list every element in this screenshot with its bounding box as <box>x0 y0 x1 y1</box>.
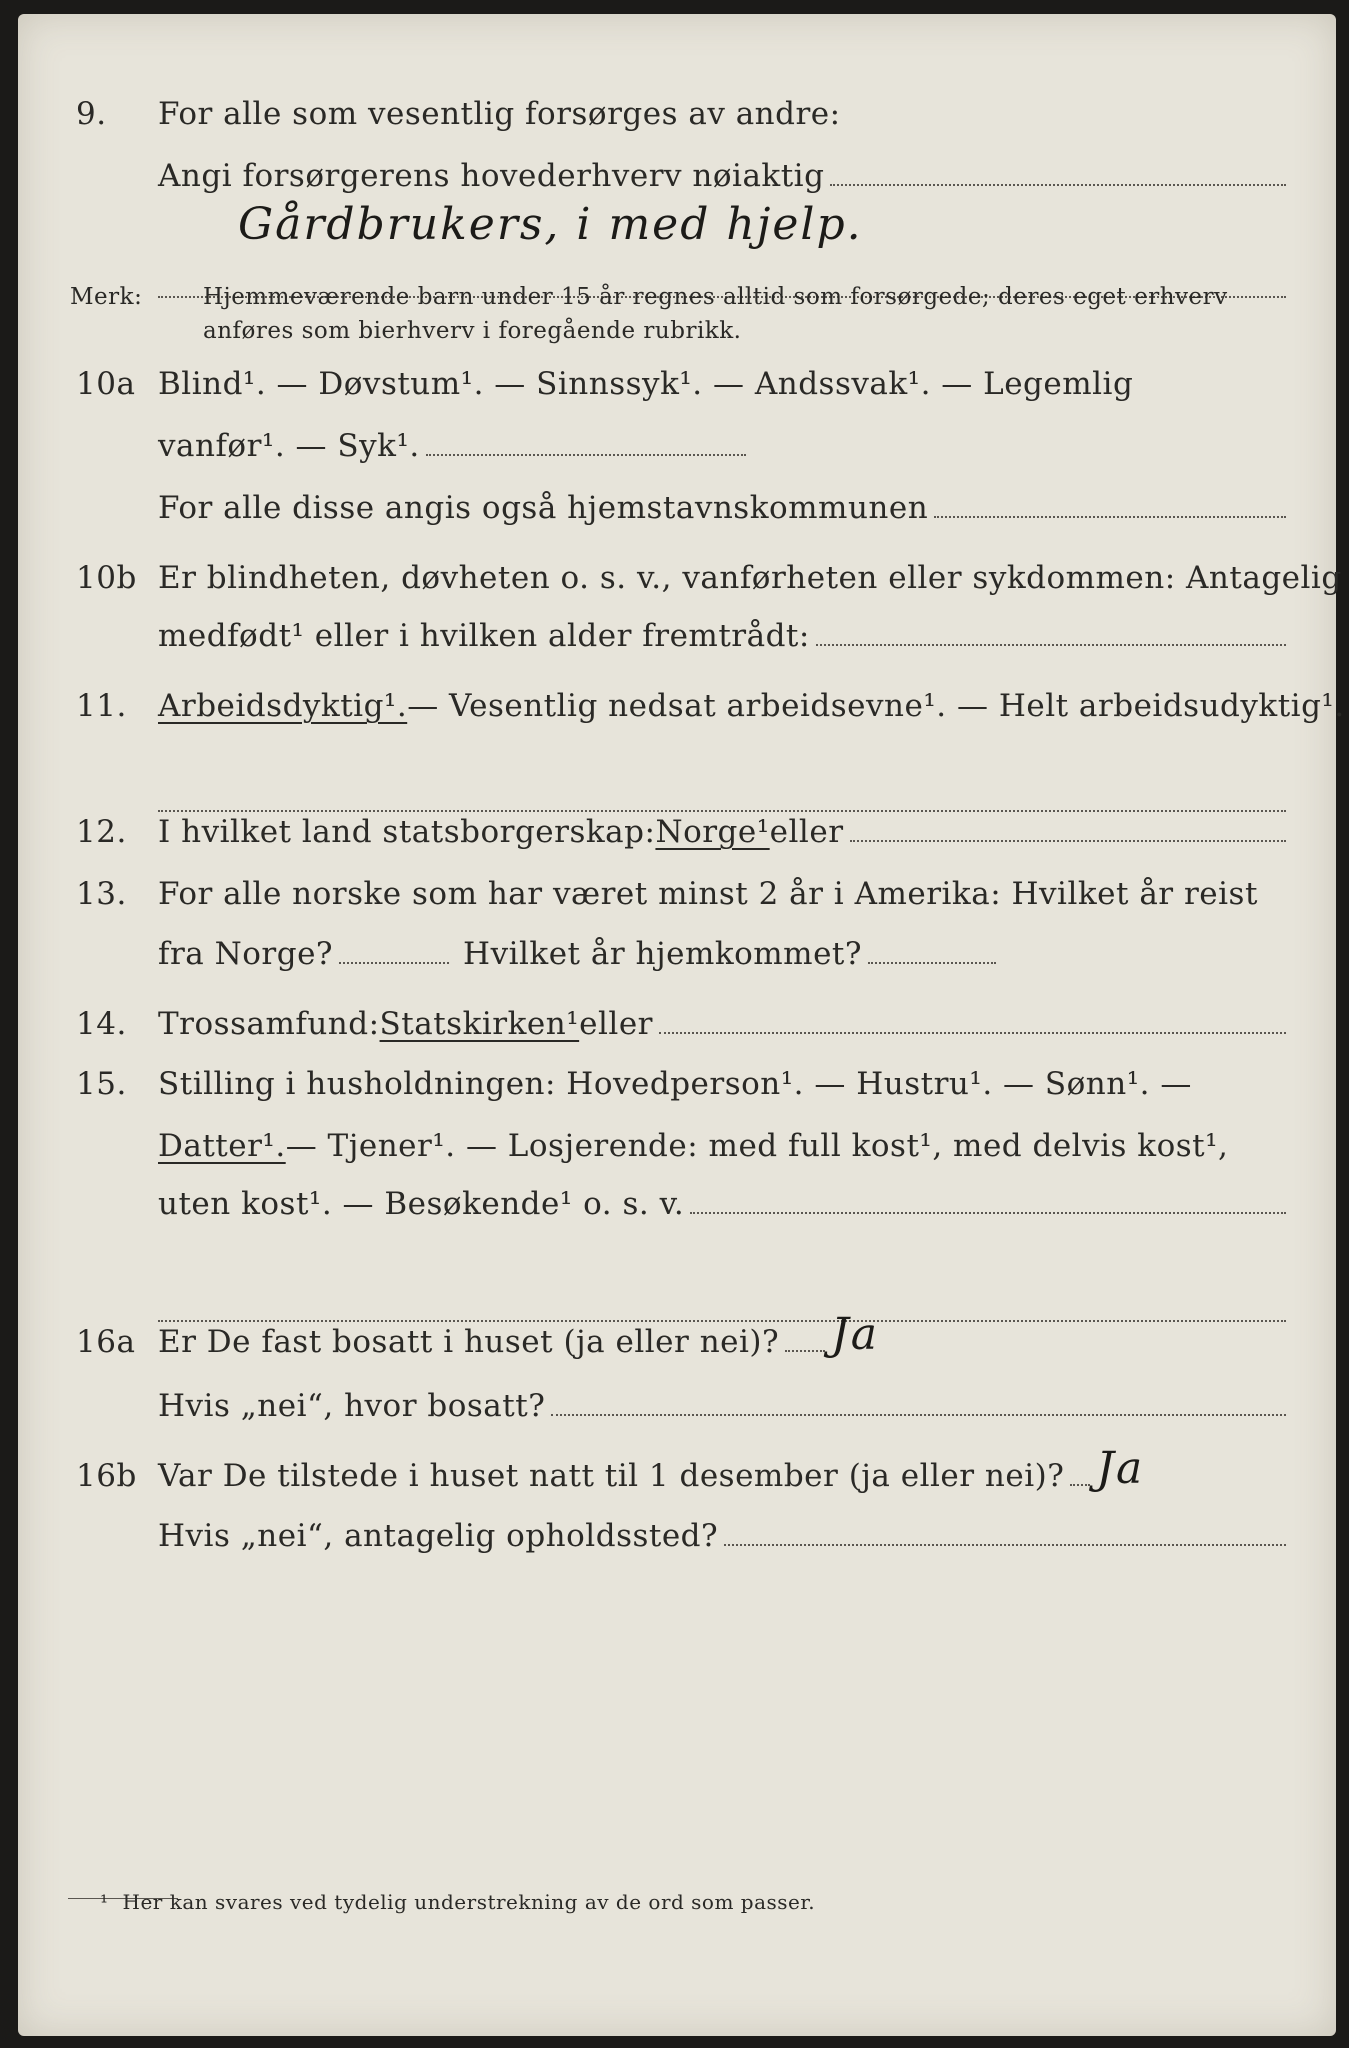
q16b-question: Var De tilstede i huset natt til 1 desember (ja eller nei)? <box>158 1458 1065 1494</box>
q16a-answer: Ja <box>831 1309 880 1360</box>
q16b-prompt2: Hvis „nei“, antagelig opholdssted? <box>158 1518 719 1554</box>
q9-answer: Gårdbrukers, i med hjelp. <box>238 199 863 250</box>
merk-label: Merk: <box>70 284 143 310</box>
q13-left-prompt: fra Norge? <box>158 936 334 972</box>
q13-number: 13. <box>76 876 127 912</box>
q15-number: 15. <box>76 1066 127 1102</box>
q10a-home-fill <box>934 516 1286 518</box>
q9-question: For alle som vesentlig forsørges av andre: <box>158 96 841 132</box>
q16a-fill <box>785 1350 825 1352</box>
q10a-number: 10a <box>76 366 136 402</box>
q10b-fill <box>816 644 1286 646</box>
q9-number: 9. <box>76 96 107 132</box>
q16b-fill <box>1070 1484 1090 1486</box>
q10a-options: Blind¹. — Døvstum¹. — Sinnssyk¹. — Andssvak¹. — Legemlig <box>158 366 1134 402</box>
q11-number: 11. <box>76 688 127 724</box>
q16a-fill2 <box>551 1414 1286 1416</box>
q15-question: Stilling i husholdningen: Hovedperson¹. — Hustru¹. — Sønn¹. — <box>158 1066 1192 1102</box>
q10b-number: 10b <box>76 560 137 596</box>
q14-number: 14. <box>76 1006 127 1042</box>
q12-number: 12. <box>76 814 127 850</box>
q11-options-rest: — Vesentlig nedsat arbeidsevne¹. — Helt arbeidsudyktig¹. <box>407 688 1345 724</box>
q10b-question: Er blindheten, døvheten o. s. v., vanførheten eller sykdommen: Antagelig <box>158 560 1342 596</box>
footnote-mark: ¹ <box>100 1890 109 1914</box>
q9-prompt-fill <box>830 184 1286 186</box>
q15-options2: — Tjener¹. — Losjerende: med full kost¹, med delvis kost¹, <box>285 1128 1229 1164</box>
q13-right-prompt: Hvilket år hjemkommet? <box>463 936 863 972</box>
q10a-options2: vanfør¹. — Syk¹. <box>158 428 420 464</box>
q15-options3: uten kost¹. — Besøkende¹ o. s. v. <box>158 1186 685 1222</box>
q13-question: For alle norske som har været minst 2 år i Amerika: Hvilket år reist <box>158 876 1258 912</box>
q12-fill <box>850 840 1286 842</box>
merk-text2: anføres som bierhverv i foregående rubrikk. <box>203 318 742 344</box>
q13-left-fill <box>339 962 449 964</box>
q14-question: Trossamfund: <box>158 1006 380 1042</box>
census-form-page <box>18 14 1345 2036</box>
q14-post: eller <box>579 1006 653 1042</box>
q16b-number: 16b <box>76 1458 137 1494</box>
q16b-answer: Ja <box>1096 1443 1145 1494</box>
q15-fill <box>690 1212 1286 1214</box>
q16a-number: 16a <box>76 1324 136 1360</box>
merk-text1: Hjemmeværende barn under 15 år regnes alltid som forsørgede; deres eget erhverv <box>203 284 1228 310</box>
q14-fill <box>659 1032 1286 1034</box>
q16a-question: Er De fast bosatt i huset (ja eller nei)? <box>158 1324 780 1360</box>
q11-rule <box>158 810 1286 812</box>
q16b-fill2 <box>724 1544 1286 1546</box>
q12-question: I hvilket land statsborgerskap: <box>158 814 656 850</box>
q15-option-selected: Datter¹. <box>158 1128 286 1164</box>
q16a-prompt2: Hvis „nei“, hvor bosatt? <box>158 1388 546 1424</box>
q13-right-fill <box>868 962 996 964</box>
q11-option-selected: Arbeidsdyktig¹. <box>158 688 408 724</box>
q9-prompt: Angi forsørgerens hovederhverv nøiaktig <box>158 158 825 194</box>
footnote-text: Her kan svares ved tydelig understrekning av de ord som passer. <box>122 1890 816 1914</box>
q10b-question2: medfødt¹ eller i hvilken alder fremtrådt: <box>158 618 810 654</box>
q12-post: eller <box>769 814 844 850</box>
q10a-fill <box>426 454 746 456</box>
q10a-home: For alle disse angis også hjemstavnskommunen <box>158 490 929 526</box>
q12-option-selected: Norge¹ <box>655 814 770 850</box>
q14-option-selected: Statskirken¹ <box>379 1006 580 1042</box>
